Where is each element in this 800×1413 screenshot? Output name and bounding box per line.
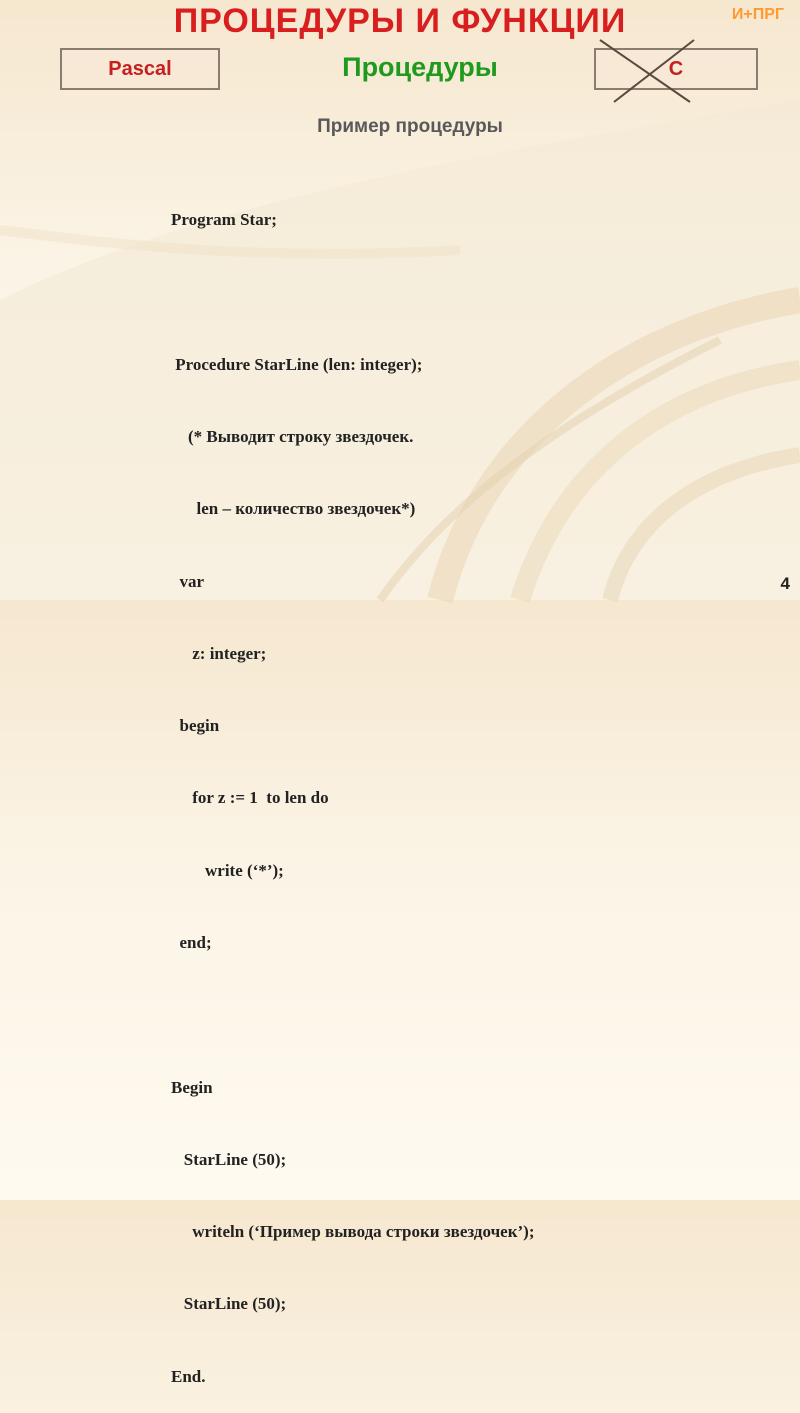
- code-line: begin: [171, 716, 220, 736]
- slide-title: ПРОЦЕДУРЫ И ФУНКЦИИ: [173, 2, 627, 40]
- code-line: StarLine (50);: [171, 1149, 287, 1169]
- code-line: Program Star;: [171, 210, 277, 230]
- example-subtitle: Пример процедуры: [317, 116, 503, 137]
- code-line: Procedure StarLine (len: integer);: [171, 354, 423, 374]
- code-line: end;: [171, 933, 212, 952]
- code-line: var: [171, 571, 205, 591]
- code-line: z: integer;: [171, 643, 267, 663]
- code-line: End.: [171, 1366, 206, 1386]
- code-line: write (‘*’);: [171, 860, 284, 880]
- code-listing: [171, 160, 731, 1413]
- code-line: [171, 1003, 731, 1027]
- crossed-out-icon: [594, 38, 760, 104]
- course-tag: И+ПРГ: [731, 6, 784, 23]
- code-line: for z := 1 to len do: [171, 788, 329, 808]
- code-line: writeln (‘Пример вывода строки звездочек’);: [171, 1222, 535, 1242]
- c-box-label: C: [668, 57, 684, 80]
- pascal-box-label: Pascal: [108, 57, 172, 80]
- pascal-box[interactable]: [60, 48, 220, 90]
- code-line: Begin: [171, 1077, 213, 1097]
- section-title: Процедуры: [342, 52, 498, 82]
- code-line: len – количество звездочек*): [171, 499, 416, 519]
- code-line: StarLine (50);: [171, 1294, 287, 1314]
- code-line: (* Выводит строку звездочек.: [171, 427, 414, 447]
- code-line: [171, 280, 731, 304]
- page-number: 4: [780, 574, 790, 593]
